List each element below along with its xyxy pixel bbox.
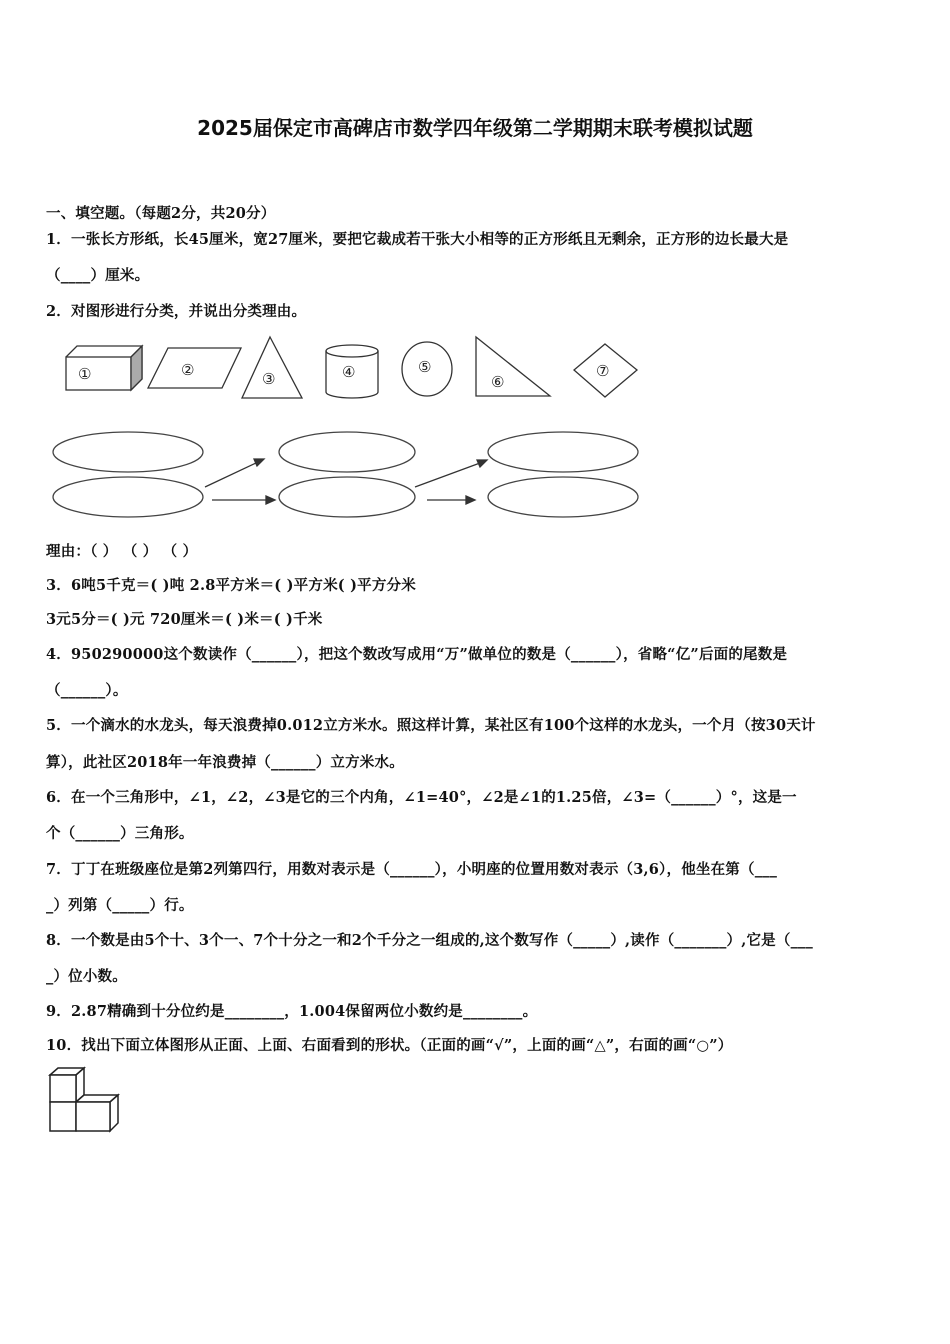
category-oval [488, 477, 638, 517]
shape-label-2: ② [181, 361, 195, 379]
question-1-line-1: 1．一张长方形纸，长45厘米，宽27厘米，要把它裁成若干张大小相等的正方形纸且无剩余，正方形的边长最大是 [46, 231, 789, 248]
section-heading: 一、填空题。（每题2分，共20分） [46, 205, 276, 222]
circle-shape [402, 342, 452, 396]
question-5-line-1: 5．一个滴水的水龙头，每天浪费掉0.012立方米水。照这样计算，某社区有100个这样的水龙头，一个月（按30天计 [46, 717, 816, 734]
parallelogram-shape [148, 348, 241, 388]
shape-label-3: ③ [262, 370, 276, 388]
question-7-line-1: 7．丁丁在班级座位是第2列第四行，用数对表示是（______），小明座的位置用数对表示（3,6），他坐在第（___ [46, 861, 778, 878]
question-7-line-2: _）列第（_____）行。 [46, 897, 194, 914]
arrow [205, 462, 258, 487]
question-3-line-1: 3．6吨5千克＝( )吨 2.8平方米＝( )平方米( )平方分米 [46, 577, 416, 594]
question-4-line-2: （______）。 [46, 682, 128, 699]
question-6-line-2: 个（______）三角形。 [46, 825, 194, 842]
shape-label-7: ⑦ [596, 362, 610, 380]
question-1-line-2: （____）厘米。 [46, 267, 150, 284]
triangle-shape [242, 337, 302, 398]
shape-label-5: ⑤ [418, 358, 432, 376]
reason-line: 理由：（ ） （ ） （ ） [46, 543, 198, 560]
question-3-line-2: 3元5分＝( )元 720厘米＝( )米＝( )千米 [46, 611, 323, 628]
category-oval [53, 432, 203, 472]
category-oval [279, 432, 415, 472]
cube-stack-figure [46, 1065, 122, 1137]
cuboid-shape [66, 346, 142, 390]
shape-label-1: ① [78, 365, 92, 383]
question-10: 10．找出下面立体图形从正面、上面、右面看到的形状。（正面的画“√”，上面的画“△”，右面的画“○”） [46, 1037, 733, 1054]
cylinder-shape [326, 345, 378, 398]
right-triangle-shape [476, 337, 550, 396]
shapes-figure [50, 332, 650, 407]
question-4-line-1: 4．950290000这个数读作（______），把这个数改写成用“万”做单位的数是（______），省略“亿”后面的尾数是 [46, 646, 788, 663]
shape-label-6: ⑥ [491, 373, 505, 391]
question-5-line-2: 算），此社区2018年一年浪费掉（______）立方米水。 [46, 754, 404, 771]
arrow [415, 463, 480, 487]
category-oval [53, 477, 203, 517]
page-title: 2025届保定市高碑店市数学四年级第二学期期末联考模拟试题 [197, 116, 753, 140]
question-8-line-2: _）位小数。 [46, 968, 127, 985]
question-8-line-1: 8．一个数是由5个十、3个一、7个十分之一和2个千分之一组成的,这个数写作（_____）,读作（_______）,它是（___ [46, 932, 813, 949]
question-6-line-1: 6．在一个三角形中，∠1，∠2，∠3是它的三个内角，∠1=40°，∠2是∠1的1.25倍，∠3=（______）°，这是一 [46, 789, 797, 806]
diamond-shape [574, 344, 637, 397]
classification-diagram [50, 425, 645, 520]
category-oval [279, 477, 415, 517]
question-9: 9．2.87精确到十分位约是________，1.004保留两位小数约是________。 [46, 1003, 538, 1020]
category-oval [488, 432, 638, 472]
shape-label-4: ④ [342, 363, 356, 381]
question-2: 2．对图形进行分类，并说出分类理由。 [46, 303, 307, 320]
